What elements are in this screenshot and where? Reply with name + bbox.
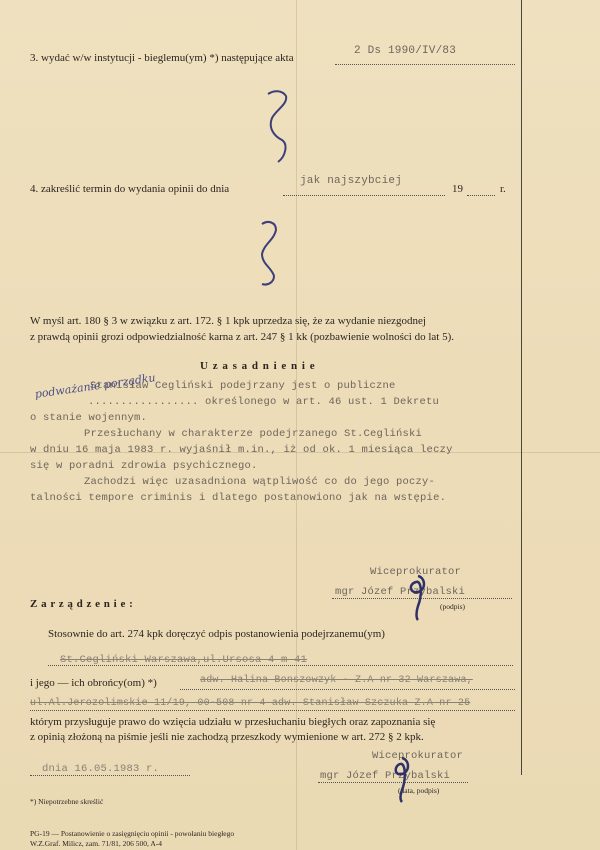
justification-line-6: się w poradni zdrowia psychicznego. [30,460,258,472]
item3-dotline [335,64,515,65]
item4-year-dotline [467,195,495,196]
signature-2-title: Wiceprokurator [372,750,464,762]
item4-year-prefix: 19 [452,183,463,195]
signature-1-title: Wiceprokurator [370,566,462,578]
justification-heading: U z a s a d n i e n i e [200,360,316,372]
item4-year-suffix: r. [500,183,506,195]
order-suspect-address: St.Cegliński Warszawa,ul.Ursosa 4 m 41 [60,654,308,666]
signature-1-scribble [402,572,432,622]
right-margin-rule [521,0,522,775]
footnote: *) Niepotrzebne skreślić [30,797,104,806]
justification-line-5: w dniu 16 maja 1983 r. wyjaśnił m.in., iż od ok. 1 miesiąca leczy [30,444,453,456]
order-heading: Z a r z ą d z e n i e : [30,598,134,610]
signature-2-scribble [388,754,418,804]
order-defenders-dotline-2 [30,710,515,711]
signature-2-date: dnia 16.05.1983 r. [42,763,160,775]
warning-line-1: W myśl art. 180 § 3 w związku z art. 172. § 1 kpk uprzedza się, że za wydanie niezgodnej [30,315,426,327]
justification-line-7: Zachodzi więc uzasadniona wątpliwość co do jego poczy- [84,476,436,488]
justification-line-4: Przesłuchany w charakterze podejrzanego St.Cegliński [84,428,423,440]
signature-2-caption: (data, podpis) [398,786,440,795]
form-footer-line-1: PG-19 — Postanowienie o zasięgnięciu opinii - powołaniu biegłego [30,829,235,838]
order-defender-2: ul.Al.Jerozolimskie 11/19, 00-508 nr 4 adw. Stanisław Szczuka Z.A nr 25 [30,698,471,709]
justification-line-8: talności tempore criminis i dlatego postanowiono jak na wstępie. [30,492,447,504]
signature-1-name: mgr Józef Przybalski [335,586,466,598]
order-line-3: z opinią złożoną na piśmie jeśli nie zachodzą przeszkody wymienione w art. 272 § 2 kpk. [30,731,424,743]
item4-text: 4. zakreślić termin do wydania opinii do dnia [30,183,230,195]
z-strike-mark-1 [260,88,300,168]
order-defender-1: adw. Halina Bonszowzyk - Z.A nr 32 Warszawa, [200,675,473,686]
justification-line-2: ................. określonego w art. 46 ust. 1 Dekretu [88,396,440,408]
warning-line-2: z prawdą opinii grozi odpowiedzialność karna z art. 247 § 1 kk (pozbawienie wolności do lat 5). [30,331,454,343]
signature-1-caption: (podpis) [440,602,465,611]
item4-deadline: jak najszybciej [300,175,403,187]
order-line-1: Stosownie do art. 274 kpk doręczyć odpis postanowienia podejrzanemu(ym) [48,628,385,640]
signature-2-name: mgr Józef Przybalski [320,770,451,782]
item4-dotline [283,195,445,196]
order-line-2: którym przysługuje prawo do wzięcia udziału w przesłuchaniu biegłych oraz zapoznania się [30,716,436,728]
justification-line-3: o stanie wojennym. [30,412,148,424]
item3-case-number: 2 Ds 1990/IV/83 [354,45,457,57]
justification-line-1: Stanisław Cegliński podejrzany jest o publiczne [90,380,396,392]
order-defenders-label: i jego — ich obrońcy(om) *) [30,677,157,689]
item3-text: 3. wydać w/w instytucji - bieglemu(ym) *) następujące akta [30,52,294,64]
handwritten-insert: podważanie porządku [34,371,157,401]
z-strike-mark-2 [252,218,292,288]
order-defenders-dotline [180,689,515,690]
form-footer-line-2: W.Z.Graf. Milicz, zam. 71/81, 206 500, A-4 [30,839,162,848]
